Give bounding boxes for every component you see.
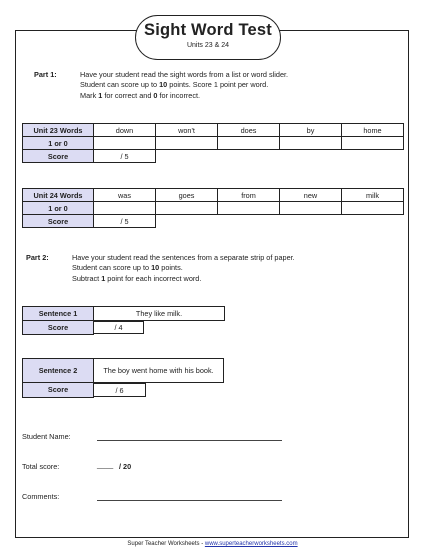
- part1-line3: Mark 1 for correct and 0 for incorrect.: [80, 90, 201, 100]
- part1-line1: Have your student read the sight words from a list or word slider.: [80, 70, 289, 79]
- mark-cell[interactable]: [218, 137, 280, 150]
- mark-cell[interactable]: [280, 137, 342, 150]
- mark-cell[interactable]: [218, 202, 280, 215]
- part1-line2: Student can score up to 10 points. Score 1 point per word.: [80, 80, 269, 90]
- footer-link[interactable]: www.superteacherworksheets.com: [204, 541, 298, 547]
- table-row: [23, 189, 404, 202]
- mark-label: 1 or 0: [23, 137, 94, 150]
- student-name-line[interactable]: [97, 440, 282, 441]
- table-row: [23, 202, 404, 215]
- total-score-label: Total score:: [22, 462, 60, 471]
- score-label: Score: [23, 215, 94, 228]
- student-name-label: Student Name:: [22, 432, 71, 441]
- total-score-blank[interactable]: ____: [97, 460, 114, 469]
- table-row: [23, 307, 225, 321]
- word-cell: was: [94, 189, 156, 202]
- table-row: [23, 124, 404, 137]
- footer: [0, 541, 425, 547]
- score-cell[interactable]: / 5: [94, 150, 156, 163]
- score-cell[interactable]: / 5: [94, 215, 156, 228]
- sentence1-table: [22, 306, 225, 335]
- page-title: Sight Word Test: [144, 21, 272, 39]
- title-badge: [135, 15, 281, 60]
- word-cell: by: [280, 124, 342, 137]
- score-label: Score: [23, 321, 94, 335]
- mark-cell[interactable]: [94, 137, 156, 150]
- footer-text: Super Teacher Worksheets -: [127, 541, 205, 547]
- table-row: [23, 321, 225, 335]
- part2-line3: Subtract 1 point for each incorrect word.: [72, 273, 202, 283]
- mark-cell[interactable]: [342, 202, 404, 215]
- mark-cell[interactable]: [156, 137, 218, 150]
- page-subtitle: Units 23 & 24: [186, 42, 230, 49]
- sentence1-text: They like milk.: [94, 307, 225, 321]
- sentence1-label: Sentence 1: [23, 307, 94, 321]
- word-cell: down: [94, 124, 156, 137]
- comments-label: Comments:: [22, 492, 60, 501]
- unit23-header: Unit 23 Words: [23, 124, 94, 137]
- table-row: [23, 150, 404, 163]
- table-row: [23, 215, 404, 228]
- sentence2-label: Sentence 2: [23, 359, 94, 383]
- part2-line2: Student can score up to 10 points.: [72, 263, 183, 273]
- sentence2-text: The boy went home with his book.: [94, 359, 224, 383]
- word-cell: does: [218, 124, 280, 137]
- part2-line1: Have your student read the sentences from a separate strip of paper.: [72, 253, 295, 262]
- sentence2-table: [22, 358, 224, 398]
- part1-instructions: [34, 70, 394, 102]
- part1-label: Part 1:: [34, 70, 57, 79]
- score-cell[interactable]: / 6: [94, 383, 146, 397]
- total-score-value: / 20: [119, 462, 132, 471]
- word-cell: from: [218, 189, 280, 202]
- word-cell: new: [280, 189, 342, 202]
- score-label: Score: [23, 150, 94, 163]
- table-row: [23, 359, 224, 383]
- mark-cell[interactable]: [156, 202, 218, 215]
- part2-label: Part 2:: [26, 253, 49, 262]
- mark-cell[interactable]: [94, 202, 156, 215]
- unit24-table: [22, 188, 404, 228]
- mark-label: 1 or 0: [23, 202, 94, 215]
- word-cell: goes: [156, 189, 218, 202]
- word-cell: home: [342, 124, 404, 137]
- unit24-header: Unit 24 Words: [23, 189, 94, 202]
- table-row: [23, 383, 224, 398]
- word-cell: milk: [342, 189, 404, 202]
- score-cell[interactable]: / 4: [94, 321, 144, 334]
- unit23-table: [22, 123, 404, 163]
- score-label: Score: [23, 383, 94, 398]
- mark-cell[interactable]: [280, 202, 342, 215]
- part2-instructions: [26, 253, 396, 285]
- mark-cell[interactable]: [342, 137, 404, 150]
- table-row: [23, 137, 404, 150]
- comments-line[interactable]: [97, 500, 282, 501]
- word-cell: won't: [156, 124, 218, 137]
